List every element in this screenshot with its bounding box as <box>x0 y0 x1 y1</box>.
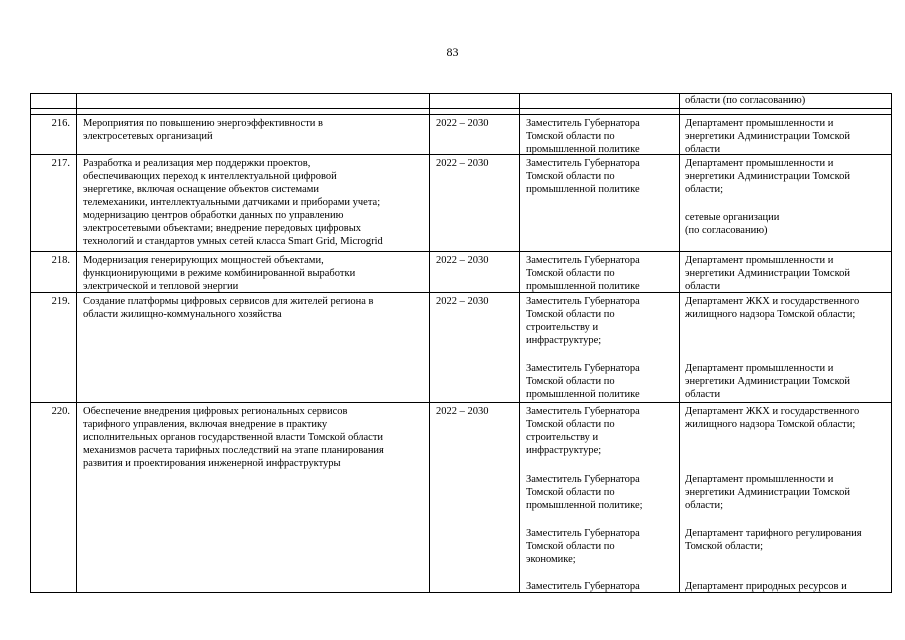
table-cell-term: 2022 – 2030 <box>436 158 489 169</box>
table-cell-partner: Департамент промышленности и энергетики Администрации Томской области <box>685 363 851 400</box>
row-divider <box>30 108 892 109</box>
table-cell-partner: области (по согласованию) <box>685 95 806 106</box>
table-cell-executor: Заместитель Губернатора Томской области по строительству и инфраструктуре; <box>526 296 640 346</box>
table-cell-description: Модернизация генерирующих мощностей объектами, функционирующими в режиме комбинированной выработки электрической и тепловой энергии <box>83 255 356 292</box>
column-divider <box>519 93 520 593</box>
table-cell-executor: Заместитель Губернатора Томской области по строительству и инфраструктуре; <box>526 406 640 456</box>
page-number: 83 <box>446 45 459 59</box>
row-number: 217. <box>51 158 70 169</box>
table-cell-partner: Департамент ЖКХ и государственного жилищного надзора Томской области; <box>685 296 860 320</box>
table-cell-term: 2022 – 2030 <box>436 406 489 417</box>
column-divider <box>76 93 77 593</box>
table-cell-description: Разработка и реализация мер поддержки проектов, обеспечивающих переход к интеллектуальной цифровой энергетике, включая оснащение объектов системами телемеханики, интеллектуальными датчиками и приборами учета; модернизацию центров обработки данных по управлению электросетевыми объектами; внедрение передовых цифровых технологий и стандартов умных сетей класса Smart Grid, Microgrid <box>83 158 383 247</box>
table-cell-executor: Заместитель Губернатора Томской области по промышленной политике; <box>526 474 643 511</box>
row-divider <box>30 251 892 252</box>
table-cell-partner: Департамент промышленности и энергетики Администрации Томской области <box>685 255 851 292</box>
table-border-left <box>30 93 31 593</box>
table-cell-partner: Департамент природных ресурсов и <box>685 581 847 592</box>
table-cell-term: 2022 – 2030 <box>436 296 489 307</box>
table-cell-description: Создание платформы цифровых сервисов для жителей региона в области жилищно-коммунального хозяйства <box>83 296 374 320</box>
row-number: 220. <box>51 406 70 417</box>
column-divider <box>679 93 680 593</box>
table-cell-term: 2022 – 2030 <box>436 118 489 129</box>
row-divider <box>30 114 892 115</box>
table-cell-partner: сетевые организации (по согласованию) <box>685 212 780 236</box>
table-cell-executor: Заместитель Губернатора Томской области по промышленной политике <box>526 363 640 400</box>
table-cell-description: Обеспечение внедрения цифровых региональных сервисов тарифного управления, включая внедрение в практику исполнительных органов государственной власти Томской области механизмов расчета тарифных последствий на этапе планирования развития и проектирования инженерной инфраструктуры <box>83 406 384 469</box>
table-cell-executor: Заместитель Губернатора Томской области по экономике; <box>526 528 640 565</box>
table-cell-partner: Департамент тарифного регулирования Томской области; <box>685 528 862 552</box>
table-cell-partner: Департамент промышленности и энергетики Администрации Томской области <box>685 118 851 155</box>
table-cell-description: Мероприятия по повышению энергоэффективности в электросетевых организаций <box>83 118 323 142</box>
table-cell-executor: Заместитель Губернатора Томской области по промышленной политике <box>526 158 640 195</box>
row-number: 216. <box>51 118 70 129</box>
row-divider <box>30 402 892 403</box>
row-number: 218. <box>51 255 70 266</box>
table-cell-executor: Заместитель Губернатора Томской области по промышленной политике <box>526 255 640 292</box>
table-cell-partner: Департамент промышленности и энергетики Администрации Томской области; <box>685 474 851 511</box>
row-number: 219. <box>51 296 70 307</box>
table-cell-term: 2022 – 2030 <box>436 255 489 266</box>
table-cell-executor: Заместитель Губернатора Томской области по промышленной политике <box>526 118 640 155</box>
table-cell-partner: Департамент ЖКХ и государственного жилищного надзора Томской области; <box>685 406 860 430</box>
table-cell-partner: Департамент промышленности и энергетики Администрации Томской области; <box>685 158 851 195</box>
column-divider <box>429 93 430 593</box>
table-border-right <box>891 93 892 593</box>
table-cell-executor: Заместитель Губернатора <box>526 581 640 592</box>
